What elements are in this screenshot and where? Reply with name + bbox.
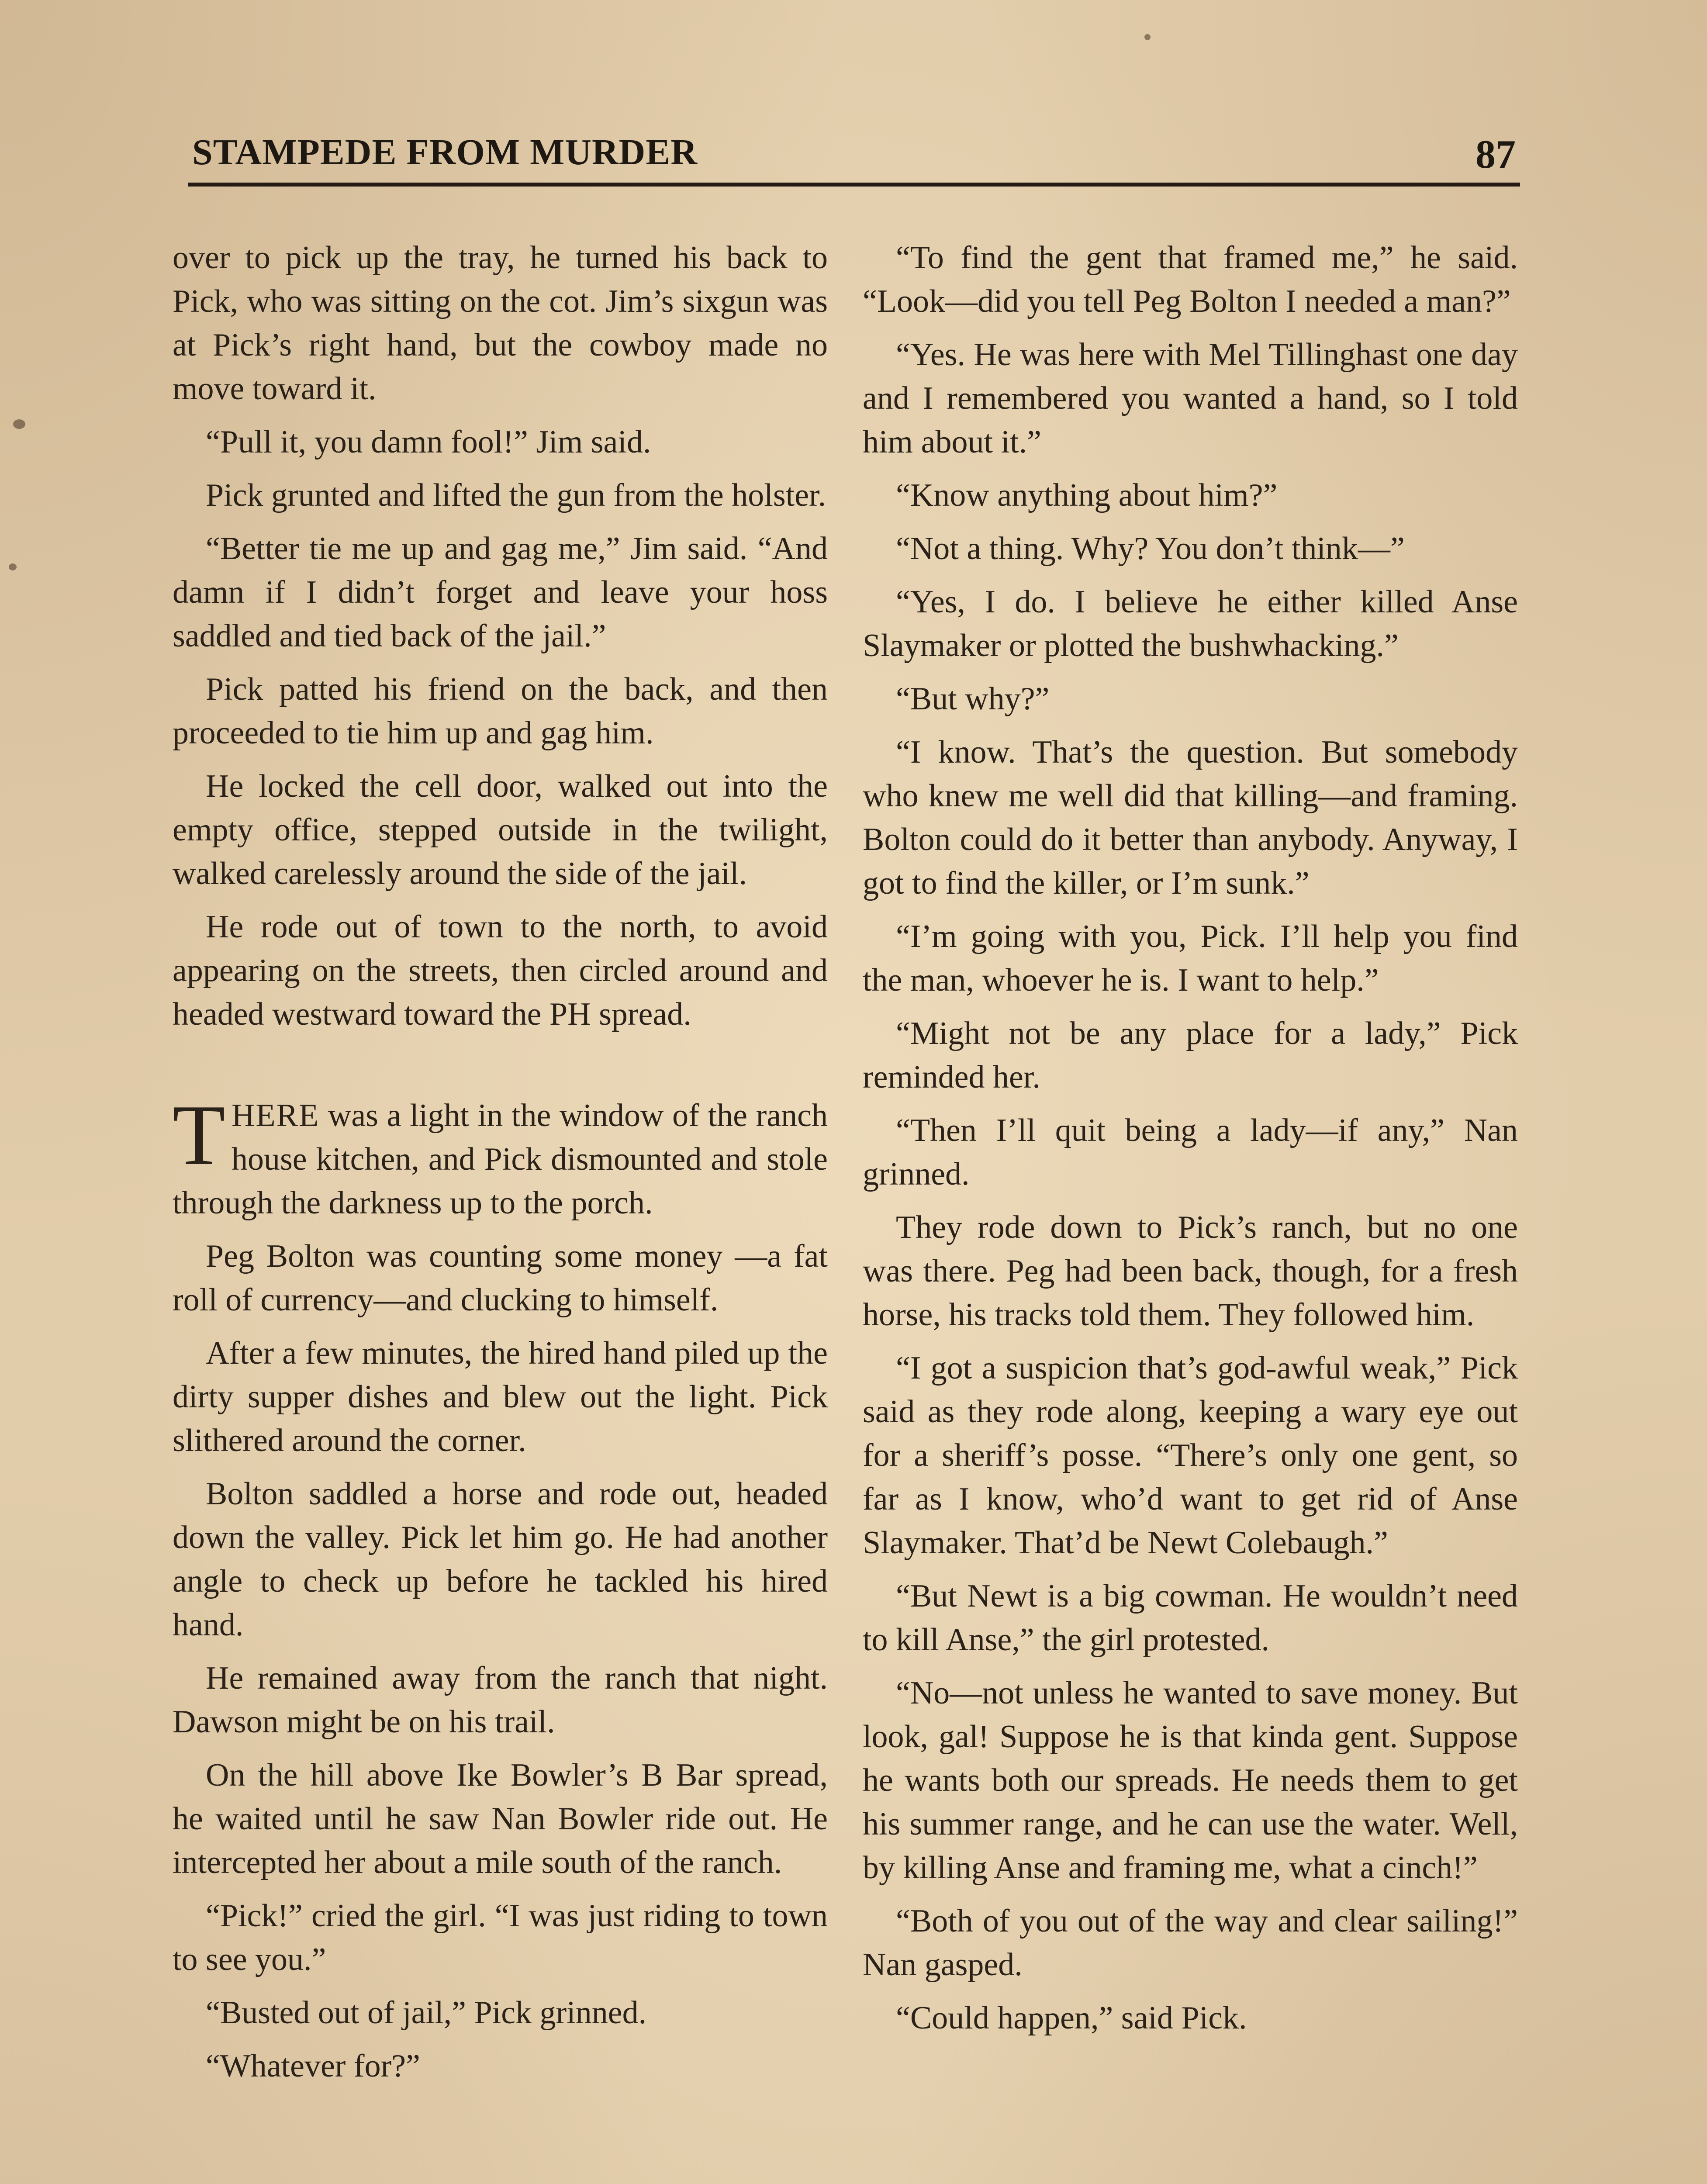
paper-speck (1144, 34, 1151, 40)
paragraph: “I got a suspicion that’s god-awful weak,” Pick said as they rode along, keeping a wary eye out for a sheriff’s posse. “There’s only one gent, so far as I know, who’d want to get rid of Anse Slaymaker. That’d be Newt Colebaugh.” (863, 1350, 1518, 1561)
paragraph: over to pick up the tray, he turned his back to Pick, who was sitting on the cot. Jim’s sixgun was at Pick’s right hand, but the cowboy made no move toward it. (173, 240, 828, 407)
paragraph: They rode down to Pick’s ranch, but no one was there. Peg had been back, though, for a fresh horse, his tracks told them. They followed him. (863, 1209, 1518, 1333)
paragraph: “Both of you out of the way and clear sailing!” Nan gasped. (863, 1903, 1518, 1983)
paragraph: “I’m going with you, Pick. I’ll help you find the man, whoever he is. I want to help.” (863, 919, 1518, 998)
paragraph: “Pull it, you damn fool!” Jim said. (206, 424, 651, 460)
paragraph: He remained away from the ranch that night. Dawson might be on his trail. (173, 1660, 828, 1740)
header-rule (188, 183, 1520, 187)
paragraph: “Know anything about him?” (896, 477, 1278, 513)
paragraph: “Could happen,” said Pick. (896, 2000, 1247, 2036)
paragraph: Bolton saddled a horse and rode out, headed down the valley. Pick let him go. He had another angle to check up before he tackled his hired hand. (173, 1476, 828, 1643)
paragraph: Pick grunted and lifted the gun from the holster. (206, 477, 826, 513)
small-caps-lead: HERE (231, 1098, 320, 1133)
paragraph: On the hill above Ike Bowler’s B Bar spread, he waited until he saw Nan Bowler ride out. He intercepted her about a mile south of the ranch. (173, 1757, 828, 1880)
paragraph: “But why?” (896, 681, 1050, 717)
paragraph: He locked the cell door, walked out into the empty office, stepped outside in the twilight, walked carelessly around the side of the jail. (173, 768, 828, 892)
paragraph: “But Newt is a big cowman. He wouldn’t need to kill Anse,” the girl protested. (863, 1578, 1518, 1658)
drop-cap-paragraph (173, 1087, 828, 1225)
paragraph: Peg Bolton was counting some money —a fat roll of currency—and clucking to himself. (173, 1238, 828, 1318)
story-title: STAMPEDE FROM MURDER (192, 132, 698, 173)
drop-cap-letter: T (173, 1087, 225, 1183)
paragraph: “Then I’ll quit being a lady—if any,” Nan grinned. (863, 1113, 1518, 1192)
paragraph: “Busted out of jail,” Pick grinned. (206, 1995, 647, 2031)
paragraph: “Not a thing. Why? You don’t think—” (896, 531, 1405, 567)
paragraph: “Better tie me up and gag me,” Jim said. “And damn if I didn’t forget and leave your hoss saddled and tied back of the jail.” (173, 531, 828, 654)
left-column (173, 236, 828, 2098)
paragraph: Pick patted his friend on the back, and then proceeded to tie him up and gag him. (173, 671, 828, 751)
paragraph: “To find the gent that framed me,” he said. “Look—did you tell Peg Bolton I needed a man?” (863, 240, 1518, 319)
running-header (175, 122, 1520, 188)
paragraph: “No—not unless he wanted to save money. But look, gal! Suppose he is that kinda gent. Suppose he wants both our spreads. He needs them to get his summer range, and he can use the water. Well, by killing Anse and framing me, what a cinch!” (863, 1675, 1518, 1886)
paragraph: “Might not be any place for a lady,” Pick reminded her. (863, 1016, 1518, 1095)
paper-speck (9, 563, 17, 570)
paragraph: “Yes. He was here with Mel Tillinghast one day and I remembered you wanted a hand, so I told him about it.” (863, 337, 1518, 460)
paragraph: He rode out of town to the north, to avoid appearing on the streets, then circled around and headed westward toward the PH spread. (173, 909, 828, 1032)
right-column (863, 236, 1518, 2049)
paragraph: “I know. That’s the question. But somebody who knew me well did that killing—and framing. Bolton could do it better than anybody. Anyway, I got to find the killer, or I’m sunk.” (863, 734, 1518, 901)
paragraph-text: was a light in the window of the ranch house kitchen, and Pick dismounted and stole through the darkness up to the porch. (173, 1098, 828, 1221)
paragraph: “Yes, I do. I believe he either killed Anse Slaymaker or plotted the bushwhacking.” (863, 584, 1518, 663)
paragraph: After a few minutes, the hired hand piled up the dirty supper dishes and blew out the light. Pick slithered around the corner. (173, 1335, 828, 1458)
section-break (173, 1046, 828, 1094)
paper-speck (13, 419, 25, 429)
page-number: 87 (1475, 132, 1516, 176)
paragraph: “Whatever for?” (206, 2048, 420, 2084)
paragraph: “Pick!” cried the girl. “I was just riding to town to see you.” (173, 1898, 828, 1977)
